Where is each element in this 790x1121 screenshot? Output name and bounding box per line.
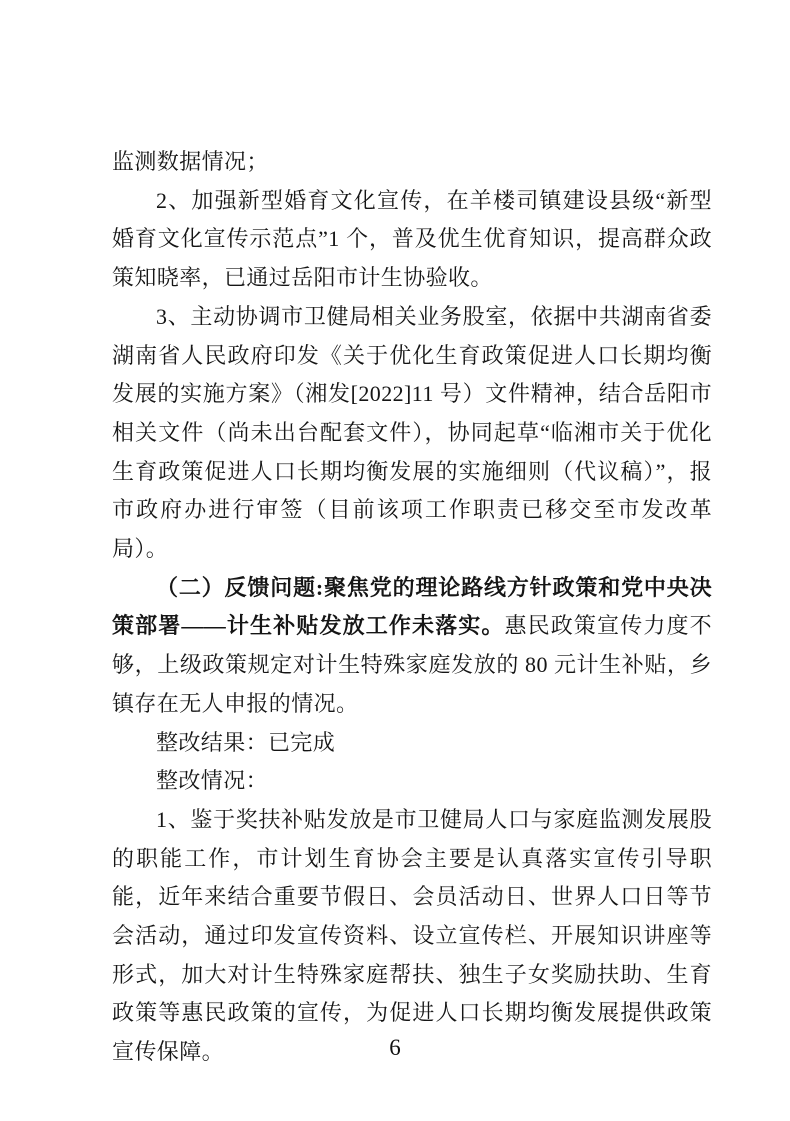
text-run: 1、鉴于奖扶补贴发放是市卫健局人口与家庭监测发展股的职能工作，市计划生育协会主要是认真落实宣传引导职能，近年来结合重要节假日、会员活动日、世界人口日等节会活动，通过印发宣传资料、设立宣传栏、开展知识讲座等形式，加大对计生特殊家庭帮扶、独生子女奖励扶助、生育政策等惠民政策的宣传，为促进人口长期均衡发展提供政策宣传保障。 [112,806,712,1065]
bold-text-run: （二）反馈问题:聚焦党的理论路线方针政策和党中央决策部署——计生补贴发放工作未落实。 [112,574,712,639]
paragraph [112,762,712,801]
text-run: 2、加强新型婚育文化宣传，在羊楼司镇建设县级“新型婚育文化宣传示范点”1 个，普及优生优育知识，提高群众政策知晓率，已通过岳阳市计生协验收。 [112,187,712,291]
paragraph [112,569,712,724]
text-run: 整改情况： [156,768,269,794]
text-run: 整改结果：已完成 [156,729,336,755]
text-run: 惠民政策宣传力度不够，上级政策规定对计生特殊家庭发放的 80 元计生补贴，乡镇存在无人申报的情况。 [112,613,712,716]
paragraph [112,143,712,182]
paragraph [112,298,712,569]
paragraph [112,182,712,298]
document-body [112,143,712,1072]
paragraph [112,724,712,763]
text-run: 监测数据情况； [112,149,269,174]
page-number: 6 [389,1035,401,1060]
text-run: 3、主动协调市卫健局相关业务股室，依据中共湖南省委湖南省人民政府印发《关于优化生育政策促进人口长期均衡发展的实施方案》（湘发[2022]11 号）文件精神，结合岳阳市相关文件（尚未出台配套文件），协同起草“临湘市关于优化生育政策促进人口长期均衡发展的实施细则（代议稿）”，报市政府办进行审签（目前该项工作职责已移交至市发改革局）。 [112,303,712,562]
